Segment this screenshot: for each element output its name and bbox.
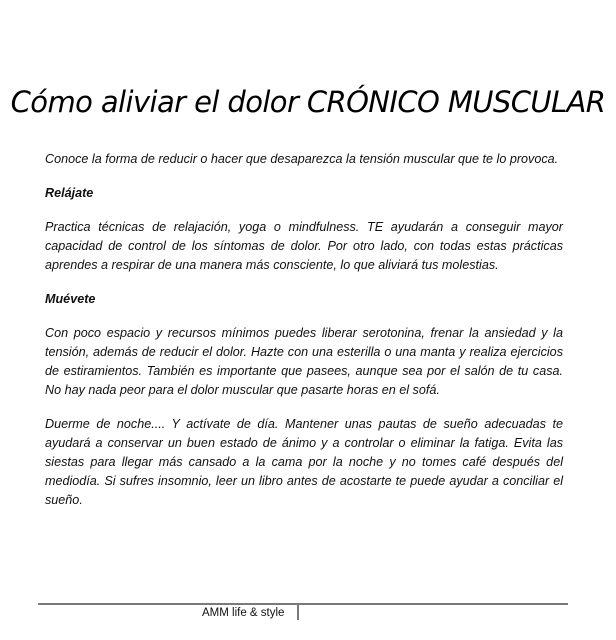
- section-paragraph: Practica técnicas de relajación, yoga o mindfulness. TE ayudarán a conseguir mayor capacidad de control de los síntomas de dolor. Por otro lado, con todas estas prácticas aprendes a respirar de una manera más consciente, lo que aliviará tus molestias.: [45, 220, 563, 272]
- footer-label: AMM life & style: [202, 607, 285, 619]
- section-paragraph: Duerme de noche.... Y actívate de día. Mantener unas pautas de sueño adecuadas te ayudará a conservar un buen estado de ánimo y a controlar o eliminar la fatiga. Evita las siestas para llegar más cansado a la cama por la noche y no tomes café después del mediodía. Si sufres insomnio, leer un libro antes de acostarte te puede ayudar a conciliar el sueño.: [45, 417, 563, 507]
- section-paragraph: Con poco espacio y recursos mínimos puedes liberar serotonina, frenar la ansiedad y la tensión, además de reducir el dolor. Hazte con una esterilla o una manta y realiza ejercicios de estiramientos. También es importante que pasees, aunque sea por el salón de tu casa. No hay nada peor para el dolor muscular que pasarte horas en el sofá.: [45, 326, 563, 397]
- page-title: Cómo aliviar el dolor CRÓNICO MUSCULAR: [10, 85, 606, 119]
- footer-divider: [38, 603, 568, 605]
- intro-paragraph: Conoce la forma de reducir o hacer que desaparezca la tensión muscular que te lo provoca.: [45, 152, 559, 166]
- footer-tick-divider: [297, 604, 299, 620]
- section-heading-muevete: Muévete: [45, 292, 96, 306]
- article-body: [45, 150, 563, 525]
- section-heading-relajate: Relájate: [45, 186, 94, 200]
